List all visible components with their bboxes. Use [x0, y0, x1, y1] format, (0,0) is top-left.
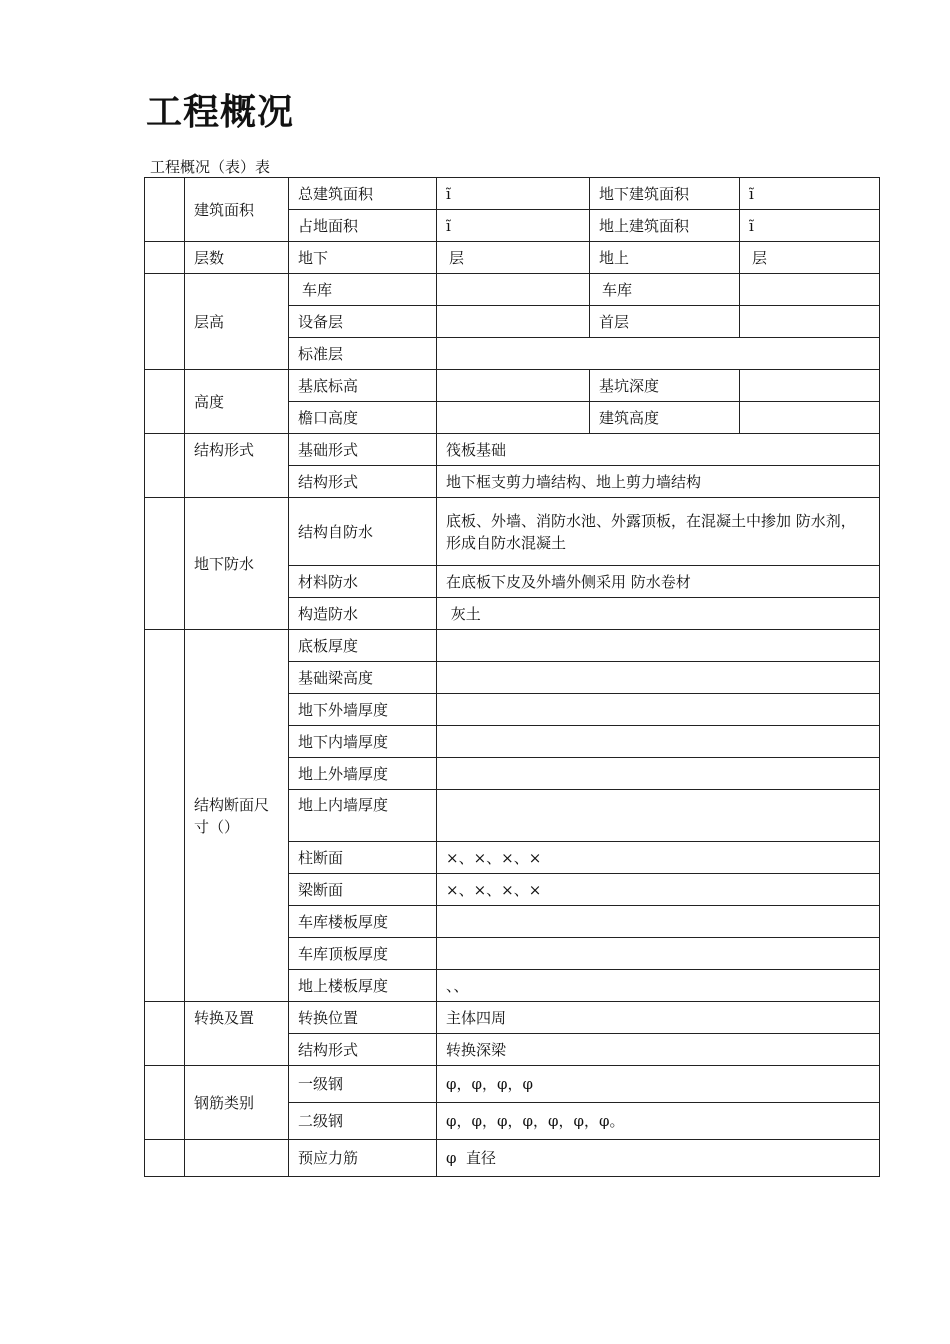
field-label: 底板厚度 [289, 630, 437, 662]
field-label: 柱断面 [289, 842, 437, 874]
category-label: 地下防水 [185, 498, 289, 630]
field-value [437, 662, 880, 694]
field-value [437, 274, 590, 306]
index-cell [145, 1140, 185, 1177]
field-value: ×、×、×、× [437, 874, 880, 906]
field-value: 主体四周 [437, 1002, 880, 1034]
field-value [740, 370, 880, 402]
field-label: 檐口高度 [289, 402, 437, 434]
field-value: ×、×、×、× [437, 842, 880, 874]
field-label: 结构自防水 [289, 498, 437, 566]
field-label: 梁断面 [289, 874, 437, 906]
field-value [437, 370, 590, 402]
field-label: 地上内墙厚度 [289, 790, 437, 842]
field-value: 转换深梁 [437, 1034, 880, 1066]
field-label: 基础梁高度 [289, 662, 437, 694]
table-row [145, 434, 880, 466]
category-label: 层数 [185, 242, 289, 274]
field-value: ĩ [740, 210, 880, 242]
field-label: 基础形式 [289, 434, 437, 466]
field-value: 在底板下皮及外墙外侧采用 防水卷材 [437, 566, 880, 598]
field-value: 、、 [437, 970, 880, 1002]
field-value: ĩ [740, 178, 880, 210]
field-label: 地下建筑面积 [590, 178, 740, 210]
field-value [437, 758, 880, 790]
index-cell [145, 178, 185, 242]
table-row [145, 242, 880, 274]
index-cell [145, 242, 185, 274]
field-value [437, 694, 880, 726]
index-cell [145, 498, 185, 630]
field-label: 地下外墙厚度 [289, 694, 437, 726]
field-label: 占地面积 [289, 210, 437, 242]
category-label: 转换及置 [185, 1002, 289, 1066]
field-value: 地下框支剪力墙结构、地上剪力墙结构 [437, 466, 880, 498]
category-label: 钢筋类别 [185, 1066, 289, 1140]
field-value: φ 直径 [437, 1140, 880, 1177]
field-label: 结构形式 [289, 466, 437, 498]
index-cell [145, 274, 185, 370]
index-cell [145, 630, 185, 1002]
field-label: 一级钢 [289, 1066, 437, 1103]
category-label [185, 1140, 289, 1177]
field-value: φ，φ，φ，φ，φ，φ，φ。 [437, 1103, 880, 1140]
field-value [437, 402, 590, 434]
field-label: 地下内墙厚度 [289, 726, 437, 758]
field-value: ĩ [437, 210, 590, 242]
field-label: 建筑高度 [590, 402, 740, 434]
field-label: 首层 [590, 306, 740, 338]
field-label: 转换位置 [289, 1002, 437, 1034]
field-value [437, 630, 880, 662]
field-label: 车库楼板厚度 [289, 906, 437, 938]
field-value [740, 274, 880, 306]
table-row [145, 630, 880, 662]
field-label: 基底标高 [289, 370, 437, 402]
category-label: 层高 [185, 274, 289, 370]
table-row [145, 274, 880, 306]
field-value: 底板、外墙、消防水池、外露顶板，在混凝土中掺加 防水剂，形成自防水混凝土 [437, 498, 880, 566]
category-label: 结构断面尺寸（） [185, 630, 289, 1002]
field-label: 总建筑面积 [289, 178, 437, 210]
table-row [145, 1066, 880, 1103]
field-value: φ，φ，φ，φ [437, 1066, 880, 1103]
field-value [437, 338, 880, 370]
field-label: 地上建筑面积 [590, 210, 740, 242]
table-row [145, 1002, 880, 1034]
index-cell [145, 1066, 185, 1140]
field-value: ĩ [437, 178, 590, 210]
field-label: 车库 [590, 274, 740, 306]
field-label: 地上 [590, 242, 740, 274]
index-cell [145, 434, 185, 498]
category-label: 建筑面积 [185, 178, 289, 242]
table-row [145, 370, 880, 402]
field-label: 标准层 [289, 338, 437, 370]
field-label: 预应力筋 [289, 1140, 437, 1177]
table-row [145, 498, 880, 566]
field-label: 地上楼板厚度 [289, 970, 437, 1002]
field-value [437, 306, 590, 338]
field-value: 灰土 [437, 598, 880, 630]
project-overview-table [144, 177, 880, 1177]
field-value [740, 306, 880, 338]
field-label: 车库顶板厚度 [289, 938, 437, 970]
index-cell [145, 370, 185, 434]
field-label: 材料防水 [289, 566, 437, 598]
field-label: 二级钢 [289, 1103, 437, 1140]
field-value [437, 726, 880, 758]
field-label: 设备层 [289, 306, 437, 338]
field-value [437, 790, 880, 842]
field-label: 地下 [289, 242, 437, 274]
field-label: 基坑深度 [590, 370, 740, 402]
page-title: 工程概况 [146, 92, 295, 133]
field-label: 地上外墙厚度 [289, 758, 437, 790]
field-value: 层 [740, 242, 880, 274]
category-label: 高度 [185, 370, 289, 434]
field-value: 筏板基础 [437, 434, 880, 466]
table-caption: 工程概况（表）表 [150, 158, 271, 176]
index-cell [145, 1002, 185, 1066]
field-value: 层 [437, 242, 590, 274]
field-label: 车库 [289, 274, 437, 306]
field-value [437, 938, 880, 970]
table-row [145, 1140, 880, 1177]
field-label: 构造防水 [289, 598, 437, 630]
field-label: 结构形式 [289, 1034, 437, 1066]
category-label: 结构形式 [185, 434, 289, 498]
table-row [145, 178, 880, 210]
field-value [740, 402, 880, 434]
field-value [437, 906, 880, 938]
